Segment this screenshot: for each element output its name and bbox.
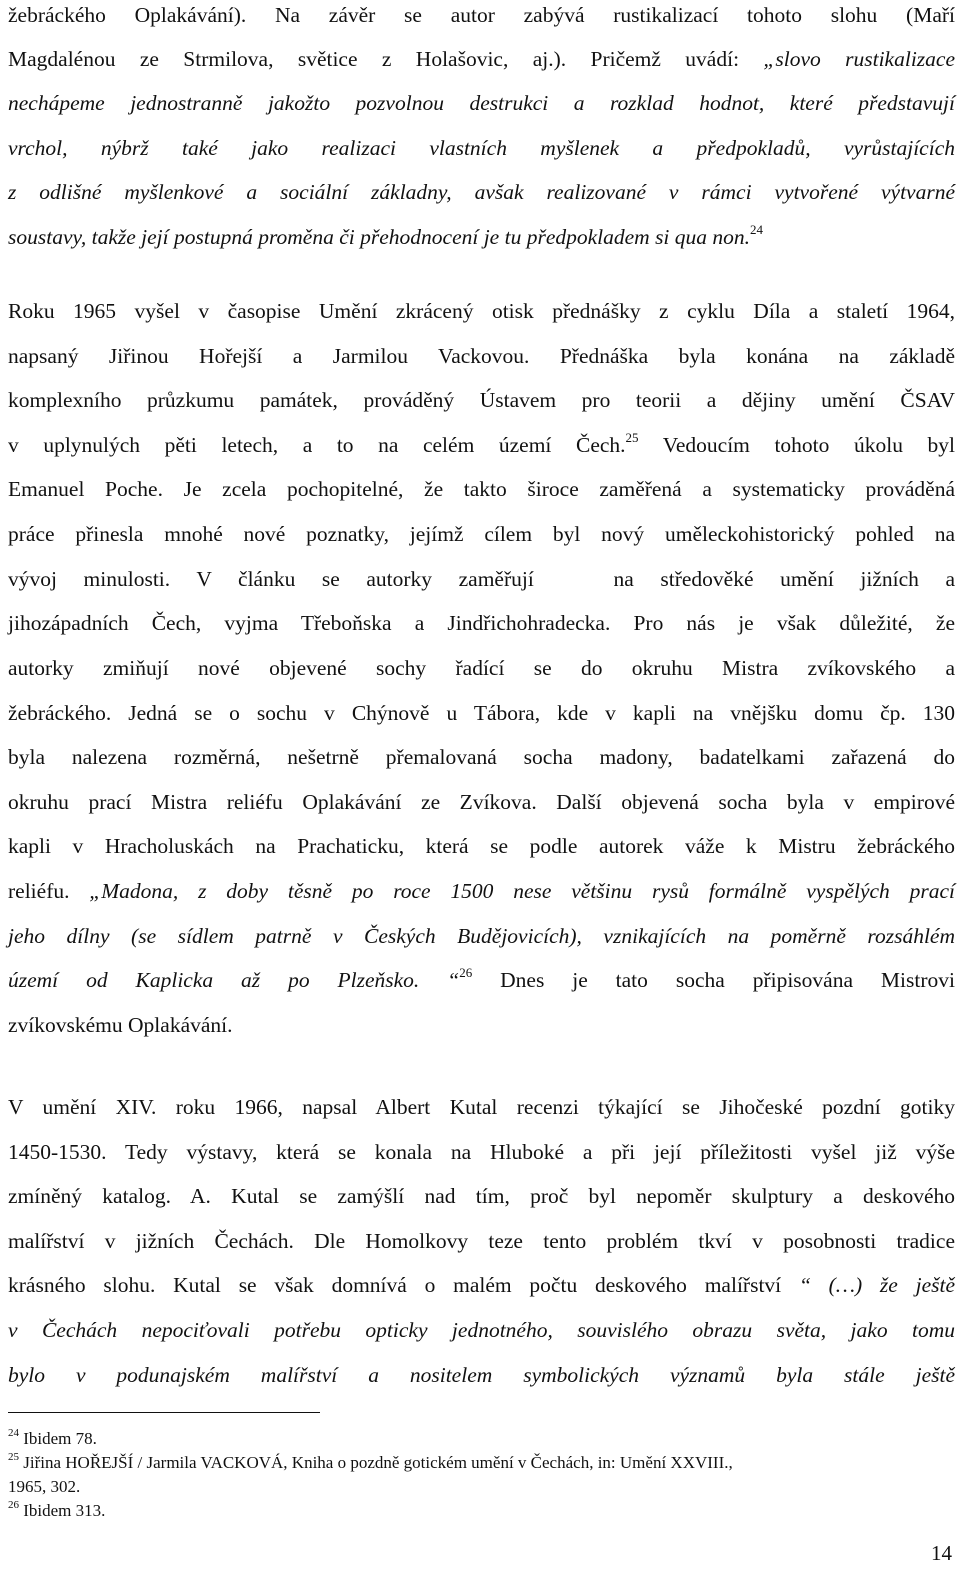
text-line: Magdalénou ze Strmilova, světice z Holašovic, aj.). Pričemž uvádí: „slovo rustikalizace — [8, 47, 956, 71]
text-line: napsaný Jiřinou Hořejší a Jarmilou Vackovou. Přednáška byla konána na základě — [8, 344, 955, 368]
footnote-ref: 24 — [750, 221, 764, 237]
text-line: soustavy, takže její postupná proměna či přehodnocení je tu předpokladem si qua non.$^{24}$ — [8, 221, 764, 249]
footnote-ref: 25 — [625, 429, 639, 445]
footnote-number: 26 — [8, 1499, 19, 1512]
footnote: $^{25}$ Jiřina HOŘEJŠÍ / Jarmila VACKOVÁ, Kniha o pozdně gotickém umění v Čechách, in: Umění XXVIII., — [8, 1451, 733, 1472]
text-line: jeho dílny (se sídlem patrně v Českých Budějovicích), vznikajících na poměrně rozsáhlém — [8, 924, 955, 948]
footnote-divider — [8, 1412, 320, 1413]
text-line: vývoj minulosti. V článku se autorky zaměřují na středověké umění jižních a — [8, 567, 955, 591]
text-line: V umění XIV. roku 1966, napsal Albert Kutal recenzi týkající se Jihočeské pozdní gotiky — [8, 1095, 955, 1119]
text-line: z odlišné myšlenkové a sociální základny, avšak realizované v rámci vytvořené výtvarné — [8, 180, 955, 204]
text-line: vrchol, nýbrž také jako realizaci vlastních myšlenek a předpokladů, vyrůstajících — [8, 136, 955, 160]
text-line: zmíněný katalog. A. Kutal se zamýšlí nad tím, proč byl nepoměr skulptury a deskového — [8, 1184, 955, 1208]
footnote-number: 24 — [8, 1427, 19, 1440]
text-line: Emanuel Poche. Je zcela pochopitelné, že takto široce zaměřená a systematicky prováděná — [8, 477, 955, 501]
footnote: $^{24}$ Ibidem 78. — [8, 1427, 97, 1448]
text-line: komplexního průzkumu památek, prováděný Ústavem pro teorii a dějiny umění ČSAV — [8, 388, 955, 412]
text-line: byla nalezena rozměrná, nešetrně přemalovaná socha madony, badatelkami zařazená do — [8, 745, 955, 769]
text-line: autorky zmiňují nové objevené sochy řadící se do okruhu Mistra zvíkovského a — [8, 656, 955, 680]
text-line: žebráckého Oplakávání). Na závěr se autor zabývá rustikalizací tohoto slohu (Maří — [8, 3, 955, 27]
text-line: v Čechách nepociťovali potřebu opticky jednotného, souvislého obrazu světa, jako tomu — [8, 1318, 955, 1342]
text-line: zvíkovskému Oplakávání. — [8, 1013, 233, 1037]
text-line: kapli v Hracholuskách na Prachaticku, která se podle autorek váže k Mistru žebráckého — [8, 834, 955, 858]
text-line: 1450-1530. Tedy výstavy, která se konala na Hluboké a při její příležitosti vyšel již výše — [8, 1140, 955, 1164]
text-line: žebráckého. Jedná se o sochu v Chýnově u Tábora, kde v kapli na vnějšku domu čp. 130 — [8, 701, 955, 725]
text-line: nechápeme jednostranně jakožto pozvolnou destrukci a rozklad hodnot, které představují — [8, 91, 955, 115]
text-line: reliéfu. „Madona, z doby těsně po roce 1500 nese většinu rysů formálně vyspělých prací — [8, 879, 955, 903]
page-number: 14 — [931, 1541, 952, 1565]
footnote-ref: 26 — [459, 964, 473, 980]
text-line: jihozápadních Čech, vyjma Třeboňska a Jindřichohradecka. Pro nás je však důležité, že — [8, 611, 955, 635]
footnote-number: 25 — [8, 1451, 19, 1464]
text-line: Roku 1965 vyšel v časopise Umění zkrácený otisk přednášky z cyklu Díla a staletí 1964, — [8, 299, 955, 323]
text-line: v uplynulých pěti letech, a to na celém území Čech.$^{25}$ Vedoucím tohoto úkolu byl — [8, 429, 955, 457]
text-line: bylo v podunajském malířství a nositelem symbolických významů byla stále ještě — [8, 1363, 955, 1387]
footnote: $^{26}$ Ibidem 313. — [8, 1499, 106, 1520]
text-line: okruhu prací Mistra reliéfu Oplakávání ze Zvíkova. Další objevená socha byla v empirové — [8, 790, 955, 814]
text-line: malířství v jižních Čechách. Dle Homolkovy teze tento problém tkví v posobnosti tradice — [8, 1229, 955, 1253]
text-line: krásného slohu. Kutal se však domnívá o malém počtu deskového malířství “ (…) že ještě — [8, 1273, 955, 1297]
text-line: práce přinesla mnohé nové poznatky, jejímž cílem byl nový uměleckohistorický pohled na — [8, 522, 955, 546]
text-line: území od Kaplicka až po Plzeňsko. “$^{26}$ Dnes je tato socha připisována Mistrovi — [8, 964, 955, 992]
footnote-continuation: 1965, 302. — [8, 1477, 81, 1496]
